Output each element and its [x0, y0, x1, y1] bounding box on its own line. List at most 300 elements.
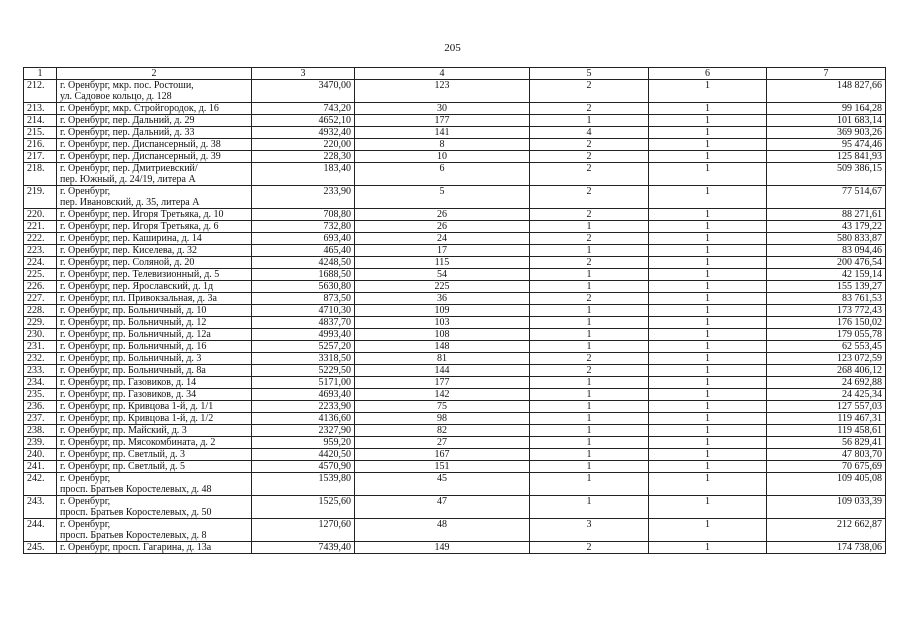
row-col5-value: 2 — [530, 293, 649, 305]
address-line: просп. Братьев Коростелевых, д. 50 — [60, 507, 212, 518]
row-col5-value: 1 — [530, 281, 649, 293]
row-col7-value: 47 803,70 — [767, 449, 886, 461]
row-col6-value: 1 — [649, 257, 767, 269]
address-line: г. Оренбург, пр. Светлый, д. 3 — [60, 449, 186, 460]
row-col4-value: 24 — [355, 233, 530, 245]
address-line: г. Оренбург, мкр. Стройгородок, д. 16 — [60, 103, 219, 114]
address-line: г. Оренбург, пр. Мясокомбината, д. 2 — [60, 437, 216, 448]
row-col7-value: 212 662,87 — [767, 519, 886, 542]
row-col6-value: 1 — [649, 519, 767, 542]
table-row — [24, 103, 886, 115]
row-col6-value: 1 — [649, 281, 767, 293]
table-row — [24, 413, 886, 425]
address-line: г. Оренбург, пер. Диспансерный, д. 38 — [60, 139, 221, 150]
row-col4-value: 81 — [355, 353, 530, 365]
row-col3-value: 959,20 — [252, 437, 355, 449]
row-col5-value: 2 — [530, 139, 649, 151]
row-col3-value: 5630,80 — [252, 281, 355, 293]
row-col5-value: 4 — [530, 127, 649, 139]
table-row — [24, 209, 886, 221]
row-col6-value: 1 — [649, 163, 767, 186]
row-address — [57, 413, 252, 425]
address-line: г. Оренбург, пр. Кривцова 1-й, д. 1/2 — [60, 413, 214, 424]
row-number: 212. — [24, 80, 57, 103]
row-address — [57, 221, 252, 233]
row-col4-value: 45 — [355, 473, 530, 496]
row-col6-value: 1 — [649, 425, 767, 437]
row-address — [57, 377, 252, 389]
row-col7-value: 369 903,26 — [767, 127, 886, 139]
row-col4-value: 75 — [355, 401, 530, 413]
row-col4-value: 27 — [355, 437, 530, 449]
row-address — [57, 542, 252, 554]
row-col5-value: 3 — [530, 519, 649, 542]
row-col6-value: 1 — [649, 413, 767, 425]
table-row — [24, 449, 886, 461]
row-col5-value: 2 — [530, 209, 649, 221]
row-col5-value: 1 — [530, 317, 649, 329]
row-address — [57, 496, 252, 519]
address-line: пер. Ивановский, д. 35, литера А — [60, 197, 200, 208]
table-row — [24, 139, 886, 151]
row-number: 218. — [24, 163, 57, 186]
row-col3-value: 7439,40 — [252, 542, 355, 554]
row-address — [57, 163, 252, 186]
row-col5-value: 2 — [530, 103, 649, 115]
row-col7-value: 174 738,06 — [767, 542, 886, 554]
table-row — [24, 461, 886, 473]
address-line: г. Оренбург, пл. Привокзальная, д. 3а — [60, 293, 217, 304]
row-col4-value: 17 — [355, 245, 530, 257]
row-col6-value: 1 — [649, 209, 767, 221]
row-col3-value: 2327,90 — [252, 425, 355, 437]
row-col4-value: 108 — [355, 329, 530, 341]
table-body — [24, 80, 886, 554]
row-col5-value: 1 — [530, 461, 649, 473]
row-number: 222. — [24, 233, 57, 245]
row-col5-value: 1 — [530, 473, 649, 496]
address-line: ул. Садовое кольцо, д. 128 — [60, 91, 172, 102]
row-number: 233. — [24, 365, 57, 377]
table-row — [24, 186, 886, 209]
row-col3-value: 4710,30 — [252, 305, 355, 317]
address-line: г. Оренбург, — [60, 186, 111, 197]
page-number: 205 — [444, 42, 461, 54]
row-address — [57, 519, 252, 542]
row-col5-value: 1 — [530, 377, 649, 389]
address-line: просп. Братьев Коростелевых, д. 8 — [60, 530, 207, 541]
column-header: 5 — [530, 68, 649, 80]
row-col6-value: 1 — [649, 437, 767, 449]
row-number: 232. — [24, 353, 57, 365]
address-line: г. Оренбург, пр. Больничный, д. 3 — [60, 353, 202, 364]
table-row — [24, 245, 886, 257]
row-number: 237. — [24, 413, 57, 425]
row-address — [57, 80, 252, 103]
row-address — [57, 281, 252, 293]
row-col5-value: 1 — [530, 269, 649, 281]
row-col4-value: 47 — [355, 496, 530, 519]
row-col7-value: 127 557,03 — [767, 401, 886, 413]
table-row — [24, 269, 886, 281]
row-col5-value: 2 — [530, 163, 649, 186]
row-number: 217. — [24, 151, 57, 163]
row-col6-value: 1 — [649, 139, 767, 151]
address-line: г. Оренбург, — [60, 473, 111, 484]
row-col5-value: 1 — [530, 329, 649, 341]
row-col4-value: 177 — [355, 377, 530, 389]
address-line: пер. Южный, д. 24/19, литера А — [60, 174, 196, 185]
row-col3-value: 220,00 — [252, 139, 355, 151]
row-address — [57, 473, 252, 496]
row-address — [57, 269, 252, 281]
row-col3-value: 228,30 — [252, 151, 355, 163]
row-col7-value: 268 406,12 — [767, 365, 886, 377]
row-col3-value: 693,40 — [252, 233, 355, 245]
row-number: 244. — [24, 519, 57, 542]
row-number: 236. — [24, 401, 57, 413]
column-header: 4 — [355, 68, 530, 80]
row-col6-value: 1 — [649, 365, 767, 377]
row-col7-value: 109 033,39 — [767, 496, 886, 519]
row-col4-value: 26 — [355, 221, 530, 233]
row-col6-value: 1 — [649, 377, 767, 389]
row-number: 243. — [24, 496, 57, 519]
table-row — [24, 496, 886, 519]
row-address — [57, 103, 252, 115]
address-line: г. Оренбург, пр. Больничный, д. 16 — [60, 341, 207, 352]
row-col4-value: 115 — [355, 257, 530, 269]
row-col4-value: 36 — [355, 293, 530, 305]
row-address — [57, 209, 252, 221]
row-col4-value: 103 — [355, 317, 530, 329]
address-line: г. Оренбург, пр. Больничный, д. 12а — [60, 329, 211, 340]
table-row — [24, 163, 886, 186]
row-number: 242. — [24, 473, 57, 496]
row-col6-value: 1 — [649, 305, 767, 317]
row-col4-value: 225 — [355, 281, 530, 293]
row-address — [57, 365, 252, 377]
row-col4-value: 82 — [355, 425, 530, 437]
row-address — [57, 341, 252, 353]
row-address — [57, 437, 252, 449]
address-line: г. Оренбург, — [60, 519, 111, 530]
address-line: г. Оренбург, пр. Газовиков, д. 34 — [60, 389, 197, 400]
row-col7-value: 200 476,54 — [767, 257, 886, 269]
row-col7-value: 88 271,61 — [767, 209, 886, 221]
row-address — [57, 115, 252, 127]
row-col4-value: 10 — [355, 151, 530, 163]
row-number: 224. — [24, 257, 57, 269]
row-col7-value: 580 833,87 — [767, 233, 886, 245]
row-col6-value: 1 — [649, 293, 767, 305]
row-col4-value: 54 — [355, 269, 530, 281]
table-row — [24, 401, 886, 413]
table-row — [24, 353, 886, 365]
row-col4-value: 142 — [355, 389, 530, 401]
row-col6-value: 1 — [649, 496, 767, 519]
row-number: 229. — [24, 317, 57, 329]
address-line: г. Оренбург, пер. Каширина, д. 14 — [60, 233, 202, 244]
column-header: 2 — [57, 68, 252, 80]
row-address — [57, 461, 252, 473]
row-col7-value: 56 829,41 — [767, 437, 886, 449]
address-line: г. Оренбург, пр. Газовиков, д. 14 — [60, 377, 197, 388]
column-header: 3 — [252, 68, 355, 80]
row-col3-value: 2233,90 — [252, 401, 355, 413]
row-col5-value: 2 — [530, 257, 649, 269]
row-number: 235. — [24, 389, 57, 401]
row-number: 227. — [24, 293, 57, 305]
row-col4-value: 151 — [355, 461, 530, 473]
row-number: 245. — [24, 542, 57, 554]
row-address — [57, 257, 252, 269]
row-number: 216. — [24, 139, 57, 151]
row-col5-value: 1 — [530, 341, 649, 353]
row-col3-value: 4652,10 — [252, 115, 355, 127]
address-line: г. Оренбург, пр. Больничный, д. 12 — [60, 317, 207, 328]
row-number: 240. — [24, 449, 57, 461]
row-address — [57, 425, 252, 437]
row-col4-value: 26 — [355, 209, 530, 221]
address-line: г. Оренбург, мкр. пос. Ростоши, — [60, 80, 194, 91]
row-address — [57, 449, 252, 461]
row-col5-value: 1 — [530, 401, 649, 413]
table-row — [24, 377, 886, 389]
row-col5-value: 2 — [530, 186, 649, 209]
row-col5-value: 1 — [530, 245, 649, 257]
row-address — [57, 293, 252, 305]
row-col7-value: 155 139,27 — [767, 281, 886, 293]
address-line: г. Оренбург, пр. Больничный, д. 10 — [60, 305, 207, 316]
row-col4-value: 5 — [355, 186, 530, 209]
table-row — [24, 365, 886, 377]
row-col7-value: 77 514,67 — [767, 186, 886, 209]
row-number: 213. — [24, 103, 57, 115]
row-col5-value: 1 — [530, 389, 649, 401]
row-col7-value: 24 692,88 — [767, 377, 886, 389]
row-col7-value: 119 458,61 — [767, 425, 886, 437]
row-col4-value: 167 — [355, 449, 530, 461]
column-header: 7 — [767, 68, 886, 80]
row-col7-value: 125 841,93 — [767, 151, 886, 163]
row-address — [57, 353, 252, 365]
table-row — [24, 115, 886, 127]
row-col6-value: 1 — [649, 389, 767, 401]
address-line: г. Оренбург, пер. Дмитриевский/ — [60, 163, 198, 174]
row-col7-value: 176 150,02 — [767, 317, 886, 329]
address-line: г. Оренбург, пр. Светлый, д. 5 — [60, 461, 186, 472]
row-col3-value: 5171,00 — [252, 377, 355, 389]
row-col3-value: 708,80 — [252, 209, 355, 221]
row-col3-value: 3318,50 — [252, 353, 355, 365]
table-row — [24, 293, 886, 305]
row-col3-value: 5257,20 — [252, 341, 355, 353]
row-col3-value: 1270,60 — [252, 519, 355, 542]
table-row — [24, 473, 886, 496]
row-col6-value: 1 — [649, 449, 767, 461]
row-col4-value: 98 — [355, 413, 530, 425]
row-number: 226. — [24, 281, 57, 293]
address-line: г. Оренбург, пр. Кривцова 1-й, д. 1/1 — [60, 401, 214, 412]
row-address — [57, 245, 252, 257]
row-address — [57, 186, 252, 209]
row-col6-value: 1 — [649, 473, 767, 496]
row-address — [57, 139, 252, 151]
row-col7-value: 123 072,59 — [767, 353, 886, 365]
row-col5-value: 1 — [530, 413, 649, 425]
row-col6-value: 1 — [649, 115, 767, 127]
row-col5-value: 2 — [530, 80, 649, 103]
address-line: г. Оренбург, пер. Соляной, д. 20 — [60, 257, 195, 268]
row-col5-value: 2 — [530, 365, 649, 377]
row-col5-value: 2 — [530, 233, 649, 245]
row-col3-value: 465,40 — [252, 245, 355, 257]
row-col7-value: 173 772,43 — [767, 305, 886, 317]
table-row — [24, 389, 886, 401]
row-col4-value: 123 — [355, 80, 530, 103]
row-number: 219. — [24, 186, 57, 209]
row-col4-value: 149 — [355, 542, 530, 554]
row-col3-value: 1525,60 — [252, 496, 355, 519]
table-row — [24, 341, 886, 353]
row-col4-value: 177 — [355, 115, 530, 127]
column-number-row — [24, 68, 886, 80]
registry-table — [23, 67, 886, 554]
row-col3-value: 4248,50 — [252, 257, 355, 269]
row-address — [57, 127, 252, 139]
row-col6-value: 1 — [649, 127, 767, 139]
address-line: г. Оренбург, пр. Майский, д. 3 — [60, 425, 187, 436]
table-row — [24, 127, 886, 139]
address-line: г. Оренбург, пер. Дальний, д. 29 — [60, 115, 195, 126]
row-col7-value: 95 474,46 — [767, 139, 886, 151]
row-col6-value: 1 — [649, 151, 767, 163]
row-col6-value: 1 — [649, 80, 767, 103]
table-row — [24, 233, 886, 245]
address-line: г. Оренбург, — [60, 496, 111, 507]
table-row — [24, 257, 886, 269]
row-col4-value: 144 — [355, 365, 530, 377]
row-number: 231. — [24, 341, 57, 353]
row-col4-value: 48 — [355, 519, 530, 542]
row-col5-value: 1 — [530, 221, 649, 233]
column-header: 1 — [24, 68, 57, 80]
row-col3-value: 233,90 — [252, 186, 355, 209]
table-row — [24, 437, 886, 449]
address-line: г. Оренбург, пер. Киселева, д. 32 — [60, 245, 198, 256]
row-address — [57, 389, 252, 401]
address-line: г. Оренбург, пер. Ярославский, д. 1д — [60, 281, 214, 292]
table-row — [24, 281, 886, 293]
row-col3-value: 732,80 — [252, 221, 355, 233]
row-col4-value: 8 — [355, 139, 530, 151]
row-address — [57, 329, 252, 341]
row-col6-value: 1 — [649, 221, 767, 233]
row-col4-value: 6 — [355, 163, 530, 186]
row-col6-value: 1 — [649, 245, 767, 257]
row-address — [57, 401, 252, 413]
row-address — [57, 317, 252, 329]
row-col5-value: 1 — [530, 305, 649, 317]
row-col5-value: 1 — [530, 449, 649, 461]
row-col6-value: 1 — [649, 461, 767, 473]
table-row — [24, 221, 886, 233]
row-number: 230. — [24, 329, 57, 341]
row-col5-value: 1 — [530, 425, 649, 437]
row-col4-value: 141 — [355, 127, 530, 139]
row-col3-value: 183,40 — [252, 163, 355, 186]
row-col3-value: 4993,40 — [252, 329, 355, 341]
row-address — [57, 305, 252, 317]
row-col6-value: 1 — [649, 401, 767, 413]
table-row — [24, 519, 886, 542]
row-col7-value: 43 179,22 — [767, 221, 886, 233]
row-col6-value: 1 — [649, 233, 767, 245]
row-col3-value: 4693,40 — [252, 389, 355, 401]
row-col5-value: 1 — [530, 496, 649, 519]
row-col6-value: 1 — [649, 341, 767, 353]
row-col3-value: 873,50 — [252, 293, 355, 305]
table-row — [24, 151, 886, 163]
column-header: 6 — [649, 68, 767, 80]
row-col7-value: 119 467,31 — [767, 413, 886, 425]
row-number: 220. — [24, 209, 57, 221]
row-col7-value: 24 425,34 — [767, 389, 886, 401]
row-number: 223. — [24, 245, 57, 257]
row-col5-value: 1 — [530, 437, 649, 449]
row-col7-value: 70 675,69 — [767, 461, 886, 473]
row-col3-value: 4837,70 — [252, 317, 355, 329]
row-col5-value: 1 — [530, 115, 649, 127]
row-number: 238. — [24, 425, 57, 437]
row-address — [57, 151, 252, 163]
row-col3-value: 4420,50 — [252, 449, 355, 461]
address-line: г. Оренбург, пер. Игоря Третьяка, д. 6 — [60, 221, 219, 232]
address-line: г. Оренбург, пер. Игоря Третьяка, д. 10 — [60, 209, 224, 220]
row-number: 228. — [24, 305, 57, 317]
row-col3-value: 5229,50 — [252, 365, 355, 377]
row-col3-value: 1539,80 — [252, 473, 355, 496]
row-col3-value: 4570,90 — [252, 461, 355, 473]
row-col3-value: 743,20 — [252, 103, 355, 115]
table-row — [24, 329, 886, 341]
row-col7-value: 101 683,14 — [767, 115, 886, 127]
row-number: 225. — [24, 269, 57, 281]
row-number: 214. — [24, 115, 57, 127]
row-col5-value: 2 — [530, 353, 649, 365]
row-number: 234. — [24, 377, 57, 389]
row-col4-value: 30 — [355, 103, 530, 115]
row-col4-value: 148 — [355, 341, 530, 353]
row-col6-value: 1 — [649, 329, 767, 341]
address-line: просп. Братьев Коростелевых, д. 48 — [60, 484, 212, 495]
row-col6-value: 1 — [649, 186, 767, 209]
row-col4-value: 109 — [355, 305, 530, 317]
row-col3-value: 3470,00 — [252, 80, 355, 103]
address-line: г. Оренбург, пр. Больничный, д. 8а — [60, 365, 206, 376]
address-line: г. Оренбург, пер. Телевизионный, д. 5 — [60, 269, 220, 280]
row-col6-value: 1 — [649, 317, 767, 329]
row-col7-value: 62 553,45 — [767, 341, 886, 353]
row-number: 221. — [24, 221, 57, 233]
table-row — [24, 542, 886, 554]
row-col7-value: 42 159,14 — [767, 269, 886, 281]
row-col6-value: 1 — [649, 103, 767, 115]
address-line: г. Оренбург, пер. Диспансерный, д. 39 — [60, 151, 221, 162]
table-row — [24, 305, 886, 317]
row-col3-value: 4136,60 — [252, 413, 355, 425]
